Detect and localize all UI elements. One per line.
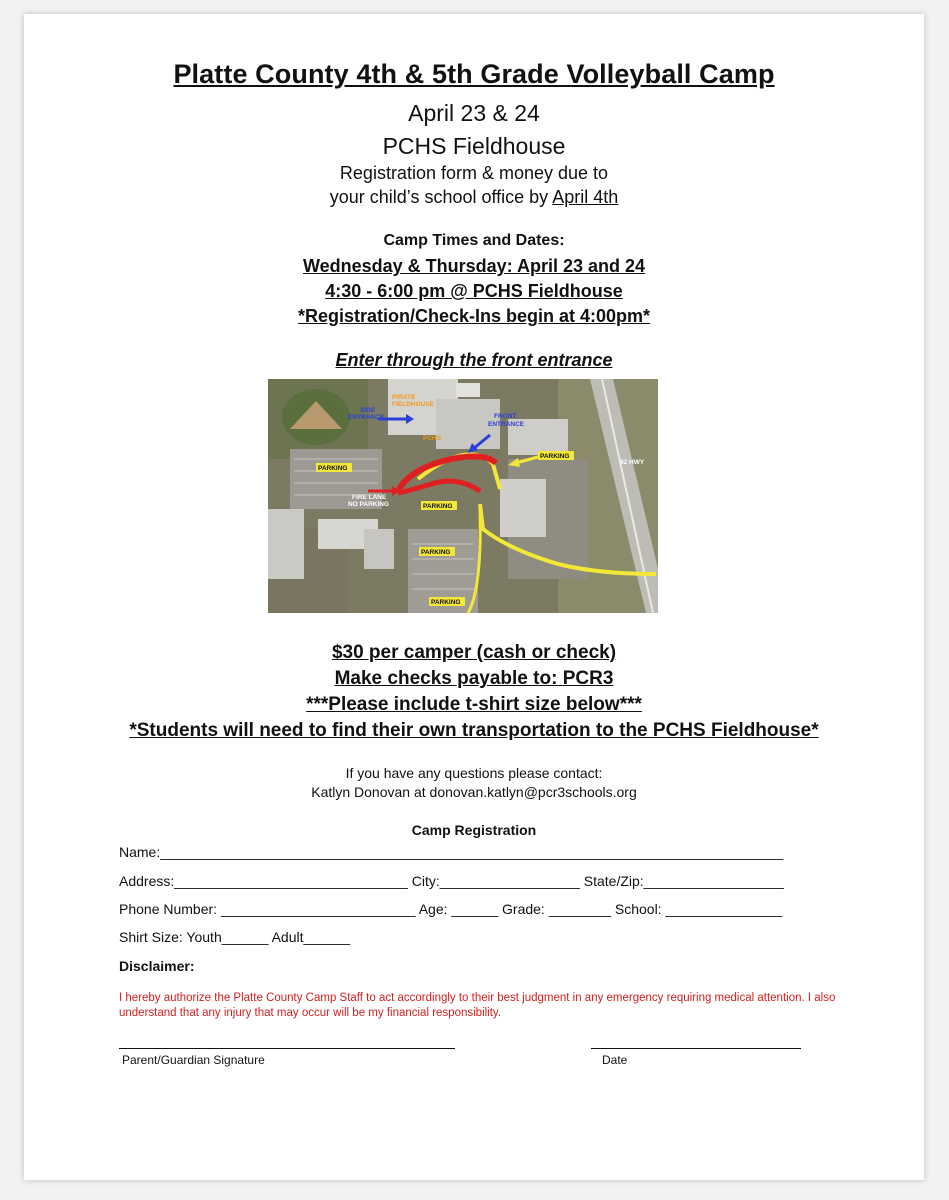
registration-due-note: [24, 161, 924, 209]
checks-payable: [24, 666, 924, 692]
map-label-fieldhouse: FIELDHOUSE: [392, 401, 434, 408]
checks-payee: PCR3: [562, 668, 614, 689]
map-label-pchs: PCHS: [423, 435, 442, 442]
map-label-front: FRONT: [494, 413, 517, 420]
camper-cost: $30 per camper (cash or check): [331, 642, 617, 663]
flyer-title: Platte County 4th & 5th Grade Volleyball Camp: [173, 59, 775, 89]
disclaimer-text: I hereby authorize the Platte County Camp Staff to act accordingly to their best judgment in any emergency requiring medical attention. I also understand that any injury that may occur will be my financial responsibility.: [119, 992, 836, 1019]
tshirt-note: ***Please include t-shirt size below***: [306, 694, 642, 715]
map-label-highway: 92 HWY: [620, 459, 645, 466]
transportation-note: *Students will need to find their own transportation to the PCHS Fieldhouse*: [129, 720, 819, 741]
camp-dates: April 23 & 24: [408, 100, 540, 126]
contact-line2: Katlyn Donovan at donovan.katlyn@pcr3schools.org: [311, 784, 637, 800]
map-label-pirate: PIRATE: [392, 394, 416, 401]
registration-due-line2: [24, 185, 924, 209]
entrance-note: Enter through the front entrance: [335, 350, 613, 370]
pricing-info: [24, 640, 924, 744]
map-label-parking-2: PARKING: [540, 453, 570, 460]
registration-due-prefix: your child’s school office by: [329, 187, 553, 207]
disclaimer-heading: Disclaimer:: [119, 958, 195, 974]
address-field[interactable]: Address:______________________________ City:__________________ State/Zip:__________________: [119, 873, 784, 889]
camp-times-heading: Camp Times and Dates:: [383, 232, 565, 249]
registration-due-date: April 4th: [552, 187, 619, 207]
date-signature-line[interactable]: [591, 1048, 801, 1049]
camp-times-checkin: *Registration/Check-Ins begin at 4:00pm*: [297, 306, 651, 326]
camp-location: PCHS Fieldhouse: [382, 133, 566, 159]
map-label-side-entrance: ENTRANCE: [348, 414, 385, 421]
registration-due-line1: Registration form & money due to: [339, 163, 609, 183]
map-label-side: SIDE: [360, 407, 376, 414]
parent-signature-line[interactable]: [119, 1048, 455, 1049]
camp-times-hours: 4:30 - 6:00 pm @ PCHS Fieldhouse: [325, 281, 623, 301]
name-field[interactable]: Name:________________________________________________________________________________: [119, 844, 784, 860]
campus-map-image: [268, 379, 658, 613]
map-label-fire-lane: FIRE LANE: [352, 494, 387, 501]
map-label-parking-4: PARKING: [421, 549, 451, 556]
checks-payable-prefix: Make checks payable to:: [334, 668, 563, 689]
date-label: Date: [602, 1053, 628, 1067]
flyer-page: [24, 14, 924, 1180]
camp-times-days: Wednesday & Thursday: April 23 and 24: [302, 256, 646, 276]
shirt-size-field[interactable]: Shirt Size: Youth______ Adult______: [119, 929, 351, 945]
registration-heading: Camp Registration: [411, 822, 537, 838]
phone-age-grade-school-field[interactable]: Phone Number: _________________________ Age: ______ Grade: ________ School: _______________: [119, 901, 783, 917]
parent-signature-label: Parent/Guardian Signature: [122, 1053, 265, 1067]
map-label-no-parking: NO PARKING: [348, 501, 390, 508]
map-label-front-entrance: ENTRANCE: [488, 421, 525, 428]
map-label-parking-5: PARKING: [431, 599, 461, 606]
map-label-parking-3: PARKING: [423, 503, 453, 510]
contact-info: [24, 764, 924, 802]
map-label-parking-1: PARKING: [318, 465, 348, 472]
camp-times: [24, 254, 924, 329]
contact-line1: If you have any questions please contact:: [345, 765, 603, 781]
